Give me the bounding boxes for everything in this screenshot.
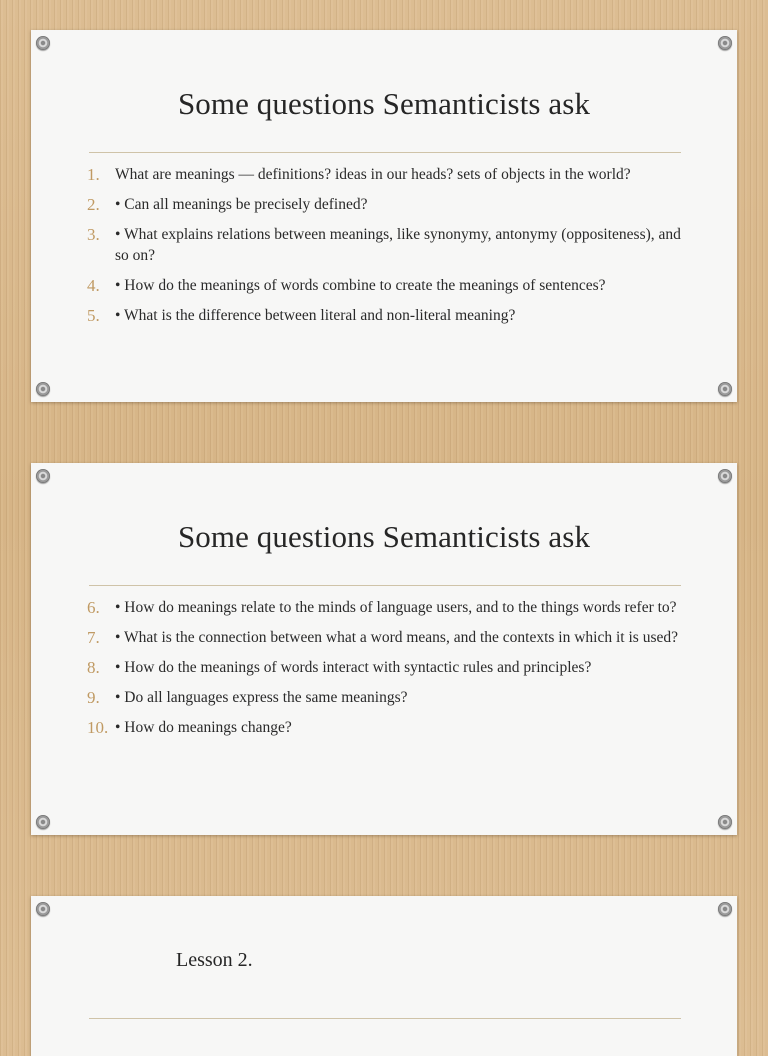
title-divider [89,152,681,153]
item-text: • What is the difference between literal and non-literal meaning? [115,307,516,324]
item-number: 3. [87,225,100,244]
title-divider [89,585,681,586]
pushpin-icon [718,36,732,50]
item-number: 7. [87,628,100,647]
item-text: • Do all languages express the same meanings? [115,689,408,706]
list-item [87,597,683,618]
pushpin-icon [36,469,50,483]
pushpin-icon [718,815,732,829]
list-item [87,224,683,266]
list-item [87,717,683,738]
item-text: • What is the connection between what a word means, and the contexts in which it is used? [115,629,678,646]
pushpin-icon [718,382,732,396]
question-list [87,597,683,747]
list-item [87,627,683,648]
list-item [87,194,683,215]
list-item [87,305,683,326]
item-text: • Can all meanings be precisely defined? [115,196,368,213]
pushpin-icon [718,469,732,483]
pushpin-icon [36,36,50,50]
pushpin-icon [36,382,50,396]
pushpin-icon [718,902,732,916]
item-text: • How do the meanings of words interact with syntactic rules and principles? [115,659,592,676]
slide-1 [31,30,737,402]
item-number: 2. [87,195,100,214]
list-item [87,687,683,708]
item-number: 6. [87,598,100,617]
item-text: What are meanings — definitions? ideas in our heads? sets of objects in the world? [115,166,631,183]
item-number: 4. [87,276,100,295]
item-text: • What explains relations between meanings, like synonymy, antonymy (oppositeness), and so on? [115,226,681,264]
pushpin-icon [36,902,50,916]
item-text: • How do the meanings of words combine to create the meanings of sentences? [115,277,606,294]
question-list [87,164,683,335]
item-text: • How do meanings change? [115,719,292,736]
item-text: • How do meanings relate to the minds of language users, and to the things words refer to? [115,599,677,616]
list-item [87,164,683,185]
slide-3 [31,896,737,1056]
title-divider [89,1018,681,1019]
slide-2 [31,463,737,835]
list-item [87,275,683,296]
item-number: 1. [87,165,100,184]
slide-title: Lesson 2. [176,949,253,971]
item-number: 9. [87,688,100,707]
item-number: 8. [87,658,100,677]
pushpin-icon [36,815,50,829]
slide-title: Some questions Semanticists ask [177,519,591,554]
list-item [87,657,683,678]
item-number: 5. [87,306,100,325]
item-number: 10. [87,718,109,737]
slide-title: Some questions Semanticists ask [177,86,591,121]
